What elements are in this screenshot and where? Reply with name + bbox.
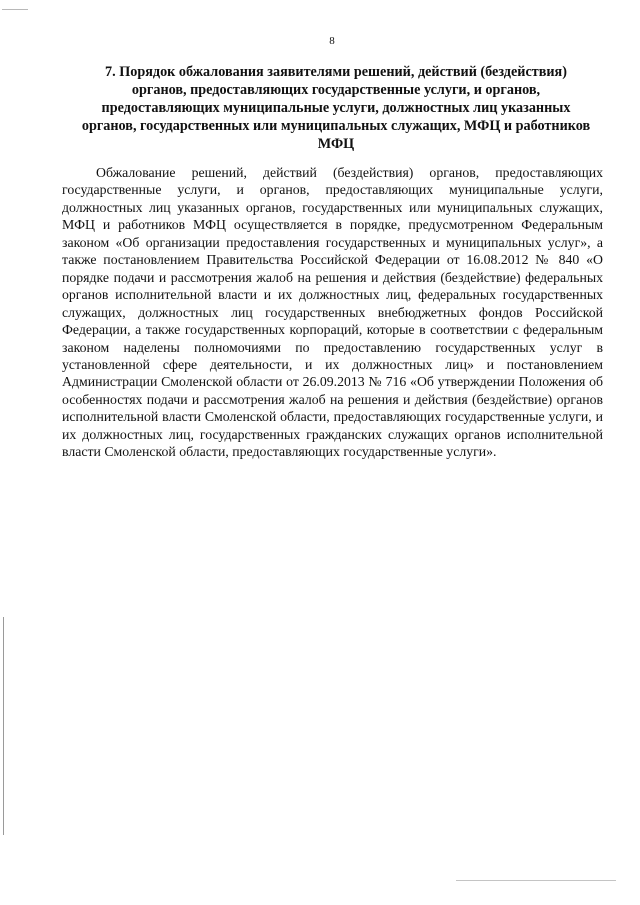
section-title: 7. Порядок обжалования заявителями решений, действий (бездействия) органов, предоставляющих государственные услуги, и органов, предоставляющих муниципальные услуги, должностных лиц указанных органов, государственных или муниципальных служащих, МФЦ и работников МФЦ bbox=[81, 64, 591, 152]
scan-edge-mark-bottom bbox=[456, 880, 616, 881]
scan-edge-mark-top bbox=[2, 9, 28, 10]
scan-edge-mark-left bbox=[3, 617, 4, 835]
section-body-paragraph: Обжалование решений, действий (бездействия) органов, предоставляющих государственные услуги, и органов, предоставляющих муниципальные услуги, должностных лиц указанных органов, государственных или муниципальных служащих, МФЦ и работников МФЦ осуществляется в порядке, предусмотренном Федеральным законом «Об организации предоставления государственных и муниципальных услуг», а также постановлением Правительства Российской Федерации от 16.08.2012 № 840 «О порядке подачи и рассмотрения жалоб на решения и действия (бездействие) федеральных органов исполнительной власти и их должностных лиц, федеральных государственных служащих, должностных лиц государственных внебюджетных фондов Российской Федерации, а также государственных корпораций, которые в соответствии с федеральным законом наделены полномочиями по предоставлению государственных услуг в установленной сфере деятельности, и их должностных лиц» и постановлением Администрации Смоленской области от 26.09.2013 № 716 «Об утверждении Положения об особенностях подачи и рассмотрения жалоб на решения и действия (бездействие) органов исполнительной власти Смоленской области, предоставляющих государственные услуги, и их должностных лиц, государственных гражданских служащих органов исполнительной власти Смоленской области, предоставляющих государственные услуги». bbox=[62, 165, 603, 460]
page-number: 8 bbox=[329, 35, 335, 47]
